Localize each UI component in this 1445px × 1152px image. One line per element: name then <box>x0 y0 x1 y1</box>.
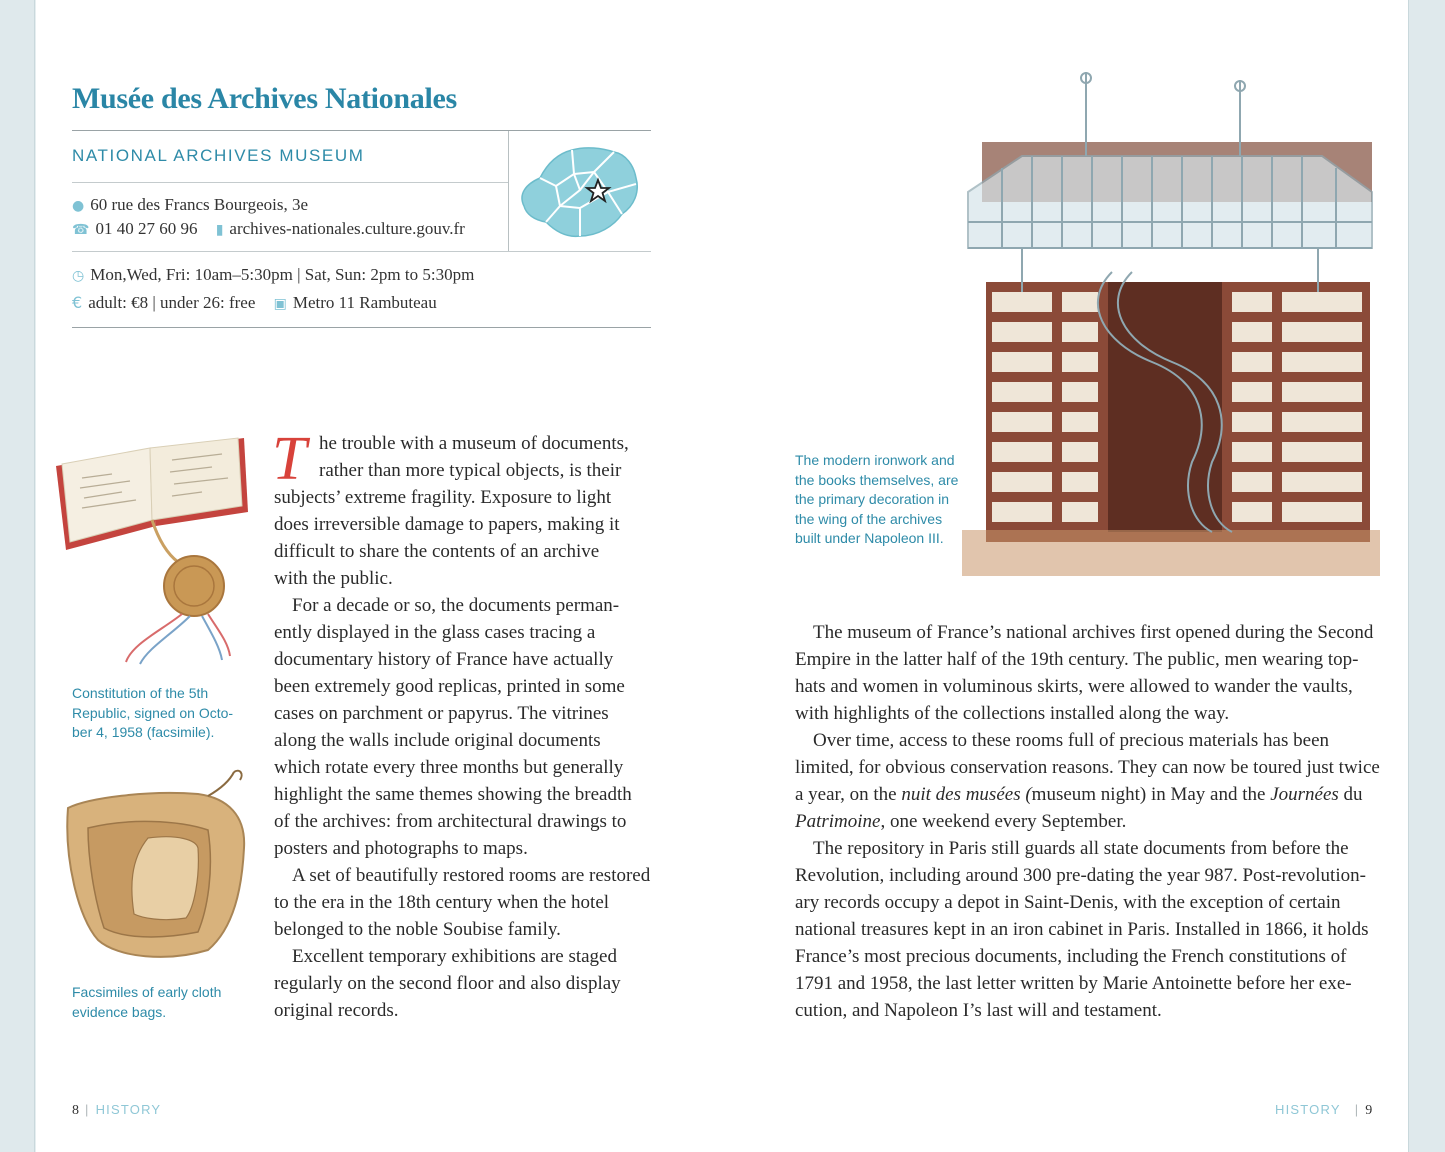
body-segment: hats and women in voluminous skirts, were allowed to wander the vaults, <box>795 676 1353 697</box>
italic-text: nuit des musées ( <box>901 784 1032 805</box>
body-segment: France’s most precious documents, including the French constitutions of <box>795 946 1347 967</box>
caption-line: the books themselves, are <box>795 471 959 488</box>
map-pin-icon: ● <box>72 198 85 214</box>
right-body-text <box>795 619 1380 1024</box>
page-title: Musée des Archives Nationales <box>72 82 457 115</box>
body-segment: The repository in Paris still guards all state documents from before the <box>813 838 1349 859</box>
info-rule <box>72 251 651 252</box>
body-line: For a decade or so, the documents perman- <box>292 595 620 616</box>
caption-line: the primary decoration in <box>795 491 950 507</box>
caption-line: built under Napoleon III. <box>795 530 944 546</box>
body-line <box>795 781 1380 808</box>
body-line <box>795 727 1380 754</box>
paris-map-icon <box>516 144 642 240</box>
body-segment: with highlights of the collections installed along the way. <box>795 703 1230 724</box>
hours-line <box>72 265 474 285</box>
caption-bags <box>72 983 221 1022</box>
body-line: does irreversible damage to papers, making it <box>274 514 620 535</box>
body-line <box>795 970 1380 997</box>
body-line: to the era in the 18th century when the hotel <box>274 892 610 913</box>
phone-icon: ☎ <box>72 222 90 238</box>
body-line: documentary history of France have actually <box>274 649 614 670</box>
page-number: 9 <box>1365 1103 1373 1118</box>
title-rule <box>72 130 651 131</box>
caption-line: Constitution of the 5th <box>72 685 209 701</box>
caption-constitution <box>72 684 233 743</box>
subtitle-rule <box>72 182 508 183</box>
body-line <box>795 673 1380 700</box>
body-line: along the walls include original documents <box>274 730 601 751</box>
bookmark-icon: ▮ <box>215 222 224 238</box>
body-line: regularly on the second floor and also display <box>274 973 621 994</box>
page-number: 8 <box>72 1103 79 1118</box>
body-segment: Empire in the latter half of the 19th century. The public, men wearing top- <box>795 649 1359 670</box>
body-segment: museum night) in May and the <box>1031 784 1271 805</box>
footer-separator: | <box>85 1102 90 1117</box>
body-segment: Over time, access to these rooms full of precious materials has been <box>813 730 1329 751</box>
transit-text: Metro 11 Rambuteau <box>292 293 437 312</box>
archives-library-illustration <box>962 72 1380 576</box>
price-line <box>72 293 437 313</box>
price-text: adult: €8 | under 26: free <box>88 293 256 312</box>
body-line: posters and photographs to maps. <box>274 838 528 859</box>
body-line: difficult to share the contents of an archive <box>274 541 600 562</box>
contact-line <box>72 219 465 239</box>
footer-separator: | <box>1354 1102 1360 1117</box>
body-line: original records. <box>274 1000 399 1021</box>
body-line <box>795 619 1380 646</box>
body-line: belonged to the noble Soubise family. <box>274 919 561 940</box>
body-segment: du <box>1338 784 1363 805</box>
metro-icon: ▣ <box>273 296 287 312</box>
body-line: Excellent temporary exhibitions are staged <box>292 946 617 967</box>
body-segment: a year, on the <box>795 784 902 805</box>
body-segment: Revolution, including around 300 pre-dating the year 987. Post-revolution- <box>795 865 1366 886</box>
caption-line: evidence bags. <box>72 1003 167 1020</box>
body-line: been extremely good replicas, printed in some <box>274 676 625 697</box>
body-line <box>795 862 1380 889</box>
body-line <box>795 754 1380 781</box>
body-line <box>795 889 1380 916</box>
caption-line: the wing of the archives <box>795 510 943 527</box>
italic-text: Journées <box>1270 784 1339 805</box>
caption-line: Republic, signed on Octo- <box>72 704 234 721</box>
map-divider <box>508 131 509 251</box>
body-line: ently displayed in the glass cases tracing a <box>274 622 596 643</box>
body-line: with the public. <box>274 568 393 589</box>
address-line <box>72 195 308 215</box>
page-edge-left <box>0 0 35 1152</box>
right-footer <box>1275 1102 1372 1119</box>
body-line <box>795 916 1380 943</box>
page-edge-right <box>1408 0 1445 1152</box>
body-line: subjects’ extreme fragility. Exposure to light <box>274 487 612 508</box>
left-body-text <box>272 425 651 1024</box>
body-line <box>795 808 1380 835</box>
body-segment: national treasures kept in an iron cabinet in Paris. Installed in 1866, it holds <box>795 919 1369 940</box>
body-line: cases on parchment or papyrus. The vitrines <box>274 703 609 724</box>
constitution-book-illustration <box>52 434 252 674</box>
clock-icon: ◷ <box>72 268 85 284</box>
header-bottom-rule <box>72 327 651 328</box>
section-name: HISTORY <box>95 1102 162 1117</box>
caption-line: ber 4, 1958 (facsimile). <box>72 724 215 740</box>
body-segment: , one weekend every September. <box>880 811 1127 832</box>
caption-library <box>795 451 958 549</box>
subtitle: NATIONAL ARCHIVES MUSEUM <box>72 146 365 165</box>
body-segment: cution, and Napoleon I’s last will and testament. <box>795 1000 1162 1021</box>
body-line: A set of beautifully restored rooms are restored <box>292 865 651 886</box>
section-name: HISTORY <box>1275 1102 1341 1117</box>
body-line <box>795 943 1380 970</box>
body-segment: 1791 and 1958, the last letter written by Marie Antoinette before her exe- <box>795 973 1352 994</box>
caption-line: Facsimiles of early cloth <box>72 984 222 1000</box>
left-footer <box>72 1102 161 1119</box>
drop-cap: T <box>272 425 307 493</box>
body-line: which rotate every three months but generally <box>274 757 624 778</box>
body-line <box>795 646 1380 673</box>
body-line <box>795 835 1380 862</box>
cloth-bags-illustration <box>58 768 254 968</box>
body-line <box>795 997 1380 1024</box>
italic-text: Patrimoine <box>795 811 881 832</box>
body-line: rather than more typical objects, is their <box>319 460 622 481</box>
body-line: of the archives: from architectural drawings to <box>274 811 627 832</box>
body-line: he trouble with a museum of documents, <box>319 433 629 454</box>
caption-line: The modern ironwork and <box>795 452 955 468</box>
body-line <box>795 700 1380 727</box>
body-line: highlight the same themes showing the breadth <box>274 784 632 805</box>
euro-icon: € <box>72 293 83 312</box>
body-segment: The museum of France’s national archives first opened during the Second <box>813 622 1374 643</box>
address-text: 60 rue des Francs Bourgeois, 3e <box>90 195 309 214</box>
phone-text: 01 40 27 60 96 <box>95 219 198 238</box>
hours-text: Mon,Wed, Fri: 10am–5:30pm | Sat, Sun: 2pm to 5:30pm <box>90 265 475 284</box>
website-text: archives-nationales.culture.gouv.fr <box>229 219 465 238</box>
body-segment: ary records occupy a depot in Saint-Denis, with the exception of certain <box>795 892 1341 913</box>
body-segment: limited, for obvious conservation reasons. They can now be toured just twice <box>795 757 1380 778</box>
